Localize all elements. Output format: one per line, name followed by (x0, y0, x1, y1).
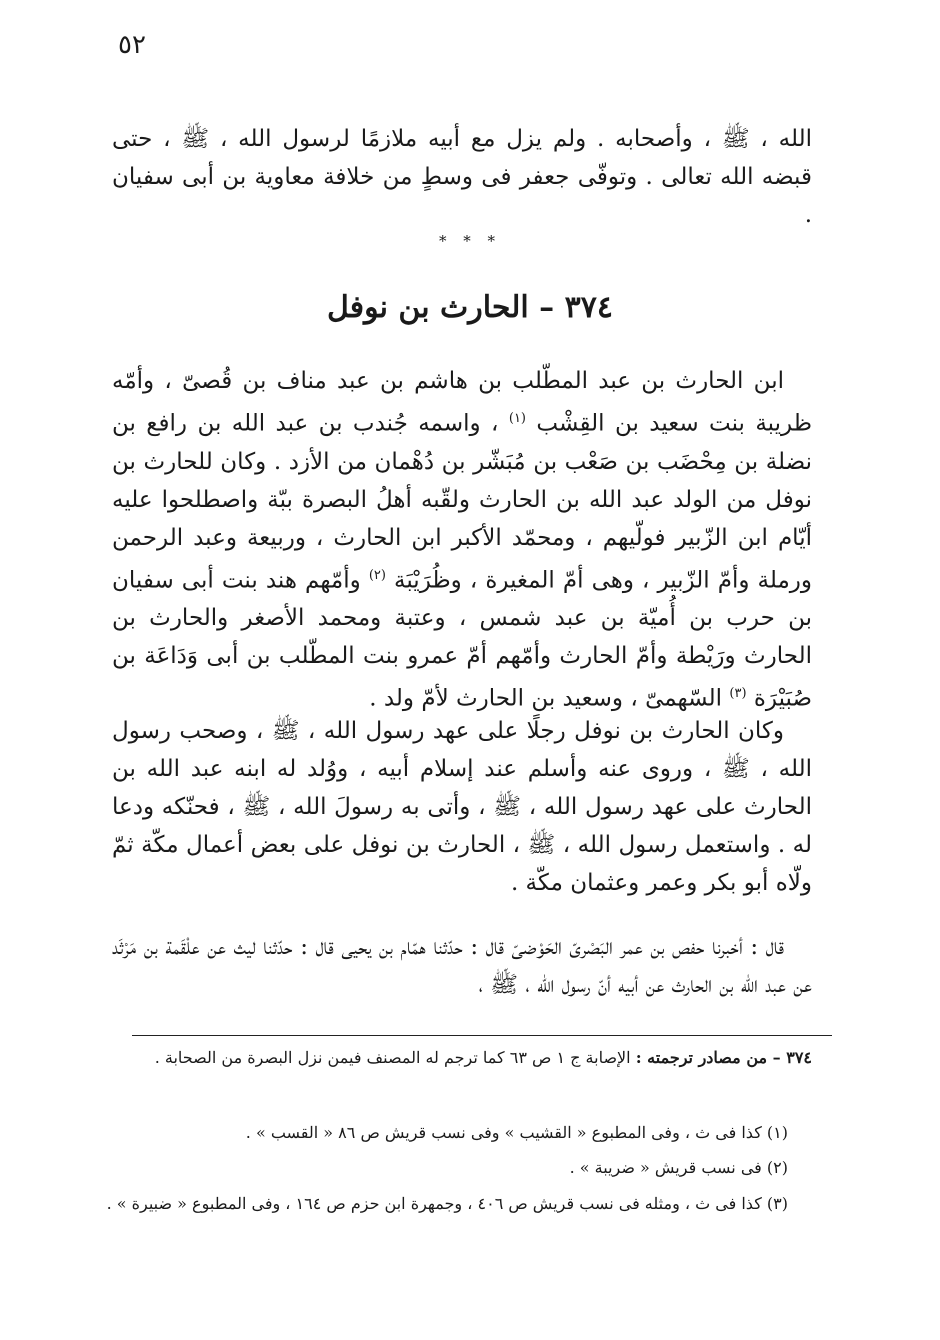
page-number: ٥٢ (118, 30, 146, 60)
paragraph-narration: قال : أخبرنا حفص بن عمر البَصْرىّ الحَوْضىّ قال : حدّثنا همّام بن يحيى قال : حدّثنا ليث عن علْقَمة بن مَرْثَد عن عبد الله بن الحارث عن أبيه أنّ رسول الله ، ﷺ ، (112, 934, 812, 998)
paragraph-biography: وكان الحارث بن نوفل رجلًا على عهد رسول الله ، ﷺ ، وصحب رسول الله ، ﷺ ، وروى عنه وأسلم عند إسلام أبيه ، ووُلد له ابنه عبد الله بن الحارث على عهد رسول الله ، ﷺ ، وأتى به رسولَ الله ، ﷺ ، فحنّكه ودعا له . واستعمل رسول الله ، ﷺ ، الحارث بن نوفل على بعض أعمال مكّة ثمّ ولّاه أبو بكر وعمر وعثمان مكّة . (112, 718, 812, 896)
paragraph-genealogy (112, 362, 812, 718)
footnote-3: (٣) كذا فى ث ، ومثله فى نسب قريش ص ٤٠٦ ، وجمهرة ابن حزم ص ١٦٤ ، وفى المطبوع « ضبيرة » . (106, 1194, 788, 1213)
paragraph-text: وأمّهم هند بنت أبى سفيان بن حرب بن أُميّة بن عبد شمس ، وعتبة ومحمد الأصغر والحارث بن الحارث ورَيْطة وأمّ الحارث وأمّهم أمّ عمرو بنت المطّلب بن أبى وَدَاعَة بن صُبَيْرَة (112, 567, 812, 712)
paragraph-text: ابن الحارث بن عبد المطّلب بن هاشم بن عبد مناف بن قُصىّ ، وأمّه ظريبة بنت سعيد بن القِشْب (112, 368, 813, 437)
footnote-1: (١) كذا فى ث ، وفى المطبوع « القشيب » وفى نسب قريش ص ٨٦ « القسب » . (245, 1123, 788, 1142)
footnote-divider (132, 1035, 832, 1036)
footnote-sources-lead: ٣٧٤ – من مصادر ترجمته : (635, 1048, 812, 1067)
section-separator: * * * (438, 232, 502, 250)
intro-paragraph: الله ، ﷺ ، وأصحابه . ولم يزل مع أبيه ملازمًا لرسول الله ، ﷺ ، حتى قبضه الله تعالى . وتوفّى جعفر فى وسطٍ من خلافة معاوية بن أبى سفيان . (112, 126, 812, 228)
entry-heading: ٣٧٤ – الحارث بن نوفل (327, 290, 613, 325)
footnote-2: (٢) فى نسب قريش « ضريبة » . (569, 1158, 788, 1177)
paragraph-text: السّهمىّ ، وسعيد بن الحارث لأمّ ولد . (369, 685, 723, 712)
footnote-sources (112, 1045, 812, 1071)
footnote-ref-1: (١) (508, 411, 526, 426)
footnote-ref-3: (٣) (729, 686, 747, 702)
footnote-sources-text: الإصابة ج ١ ص ٦٣ كما ترجم له المصنف فيمن نزل البصرة من الصحابة . (154, 1048, 631, 1067)
footnote-ref-2: (٢) (368, 567, 386, 583)
paragraph-text: ، واسمه جُندب بن عبد الله بن رافع بن نضلة بن مِحْضَب بن صَعْب بن مُبَشّر بن دُهْمان من الأزد . وكان للحارث بن نوفل من الولد عبد الله بن الحارث ولقّبه أهلُ البصرة ببّة واصطلحوا عليه أيّام ابن الزّبير فولّيهم ، ومحمّد الأكبر ابن الحارث ، وربيعة وعبد الرحمن ورملة وأمّ الزّبير ، وهى أمّ المغيرة ، وظُرَيْبَة (112, 410, 812, 594)
